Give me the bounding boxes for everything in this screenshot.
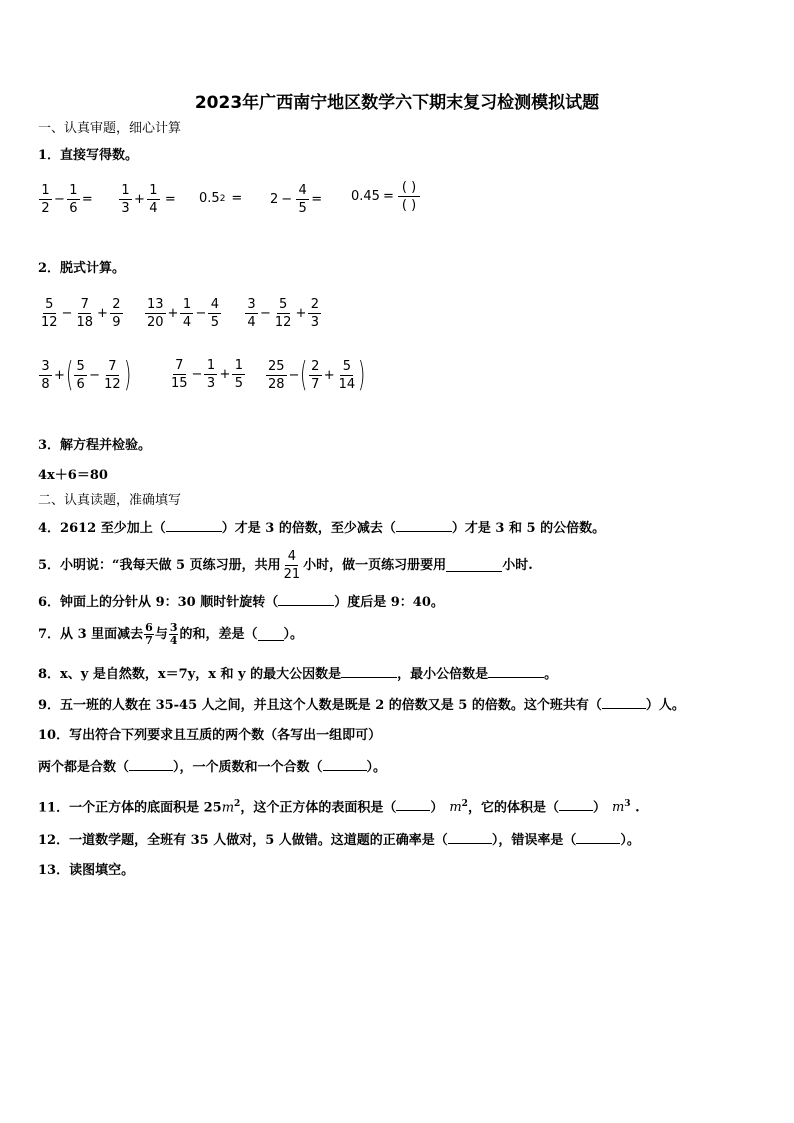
- question-11: 11．一个正方体的底面积是 $25m^2$，这个正方体的表面积是（ ） $m^2$，它的体积是（ ） $m^3$ .: [38, 799, 640, 816]
- q2-expr-5: $\frac{7}{15}$ − $\frac{1}{3}$ + $\frac{1}{5}$: [168, 358, 246, 391]
- q2-expr-4: $\frac{3}{8}$ + ( $\frac{5}{6}$ − $\frac{7}{12}$ ): [38, 358, 131, 392]
- question-3-equation: 4x＋6＝80: [38, 468, 108, 483]
- question-13-label: 13．读图填空。: [38, 863, 135, 878]
- question-5: 5．小明说：“我每天做 5 页练习册，共用 $\frac{4}{21}$ 小时，做一页练习册要用 小时.: [38, 549, 533, 582]
- q1-expr-2: $\frac{1}{3}$ + $\frac{1}{4}$ =: [118, 183, 177, 216]
- question-9: 9．五一班的人数在 35-45 人之间，并且这个人数是既是 2 的倍数又是 5 的倍数。这个班共有（ ）人。: [38, 698, 685, 713]
- q2-expr-1: $\frac{5}{12}$ − $\frac{7}{18}$ + $\frac{2}{9}$: [38, 297, 124, 330]
- q1-expr-1: $\frac{1}{2}$ − $\frac{1}{6}$ =: [38, 183, 94, 216]
- q1-expr-4: 2 − $\frac{4}{5}$ =: [270, 183, 323, 216]
- question-10-blanks: 两个都是合数（ ），一个质数和一个合数（ ）。: [38, 760, 387, 775]
- q2-expr-6: $\frac{25}{28}$ − ( $\frac{2}{7}$ + $\frac{5}{14}$ ): [268, 355, 366, 395]
- q2-expr-3: $\frac{3}{4}$ − $\frac{5}{12}$ + $\frac{2}{3}$: [244, 297, 322, 330]
- q1-expr-5: 0.45 = $\frac{( )}{( )}$: [351, 180, 421, 213]
- page-title: 2023年广西南宁地区数学六下期末复习检测模拟试题: [194, 93, 600, 113]
- section-heading-2: 二、认真读题，准确填写: [38, 493, 182, 508]
- question-12: 12．一道数学题，全班有 35 人做对，5 人做错。这道题的正确率是（ ），错误率是（ ）。: [38, 833, 640, 848]
- question-7: 7．从 3 里面减去 6 7 与 3 4 的和，差是（ ）。: [38, 621, 304, 647]
- question-1-label: 1．直接写得数。: [38, 148, 139, 163]
- section-heading-1: 一、认真审题，细心计算: [38, 121, 182, 136]
- q1-expr-3: 0.5 2 =: [199, 191, 243, 206]
- question-10-instruction: 10．写出符合下列要求且互质的两个数（各写出一组即可）: [38, 728, 382, 743]
- question-4: 4．2612 至少加上（ ）才是 3 的倍数，至少减去（ ）才是 3 和 5 的公倍数。: [38, 521, 606, 536]
- question-3-label: 3．解方程并检验。: [38, 438, 152, 453]
- q2-expr-2: $\frac{13}{20}$ + $\frac{1}{4}$ − $\frac{4}{5}$: [144, 297, 222, 330]
- question-6: 6．钟面上的分针从 9：30 顺时针旋转（ ）度后是 9：40。: [38, 595, 444, 610]
- question-8: 8．x、y 是自然数，x＝7y，x 和 y 的最大公因数是 ，最小公倍数是 。: [38, 667, 558, 682]
- question-2-label: 2．脱式计算。: [38, 261, 126, 276]
